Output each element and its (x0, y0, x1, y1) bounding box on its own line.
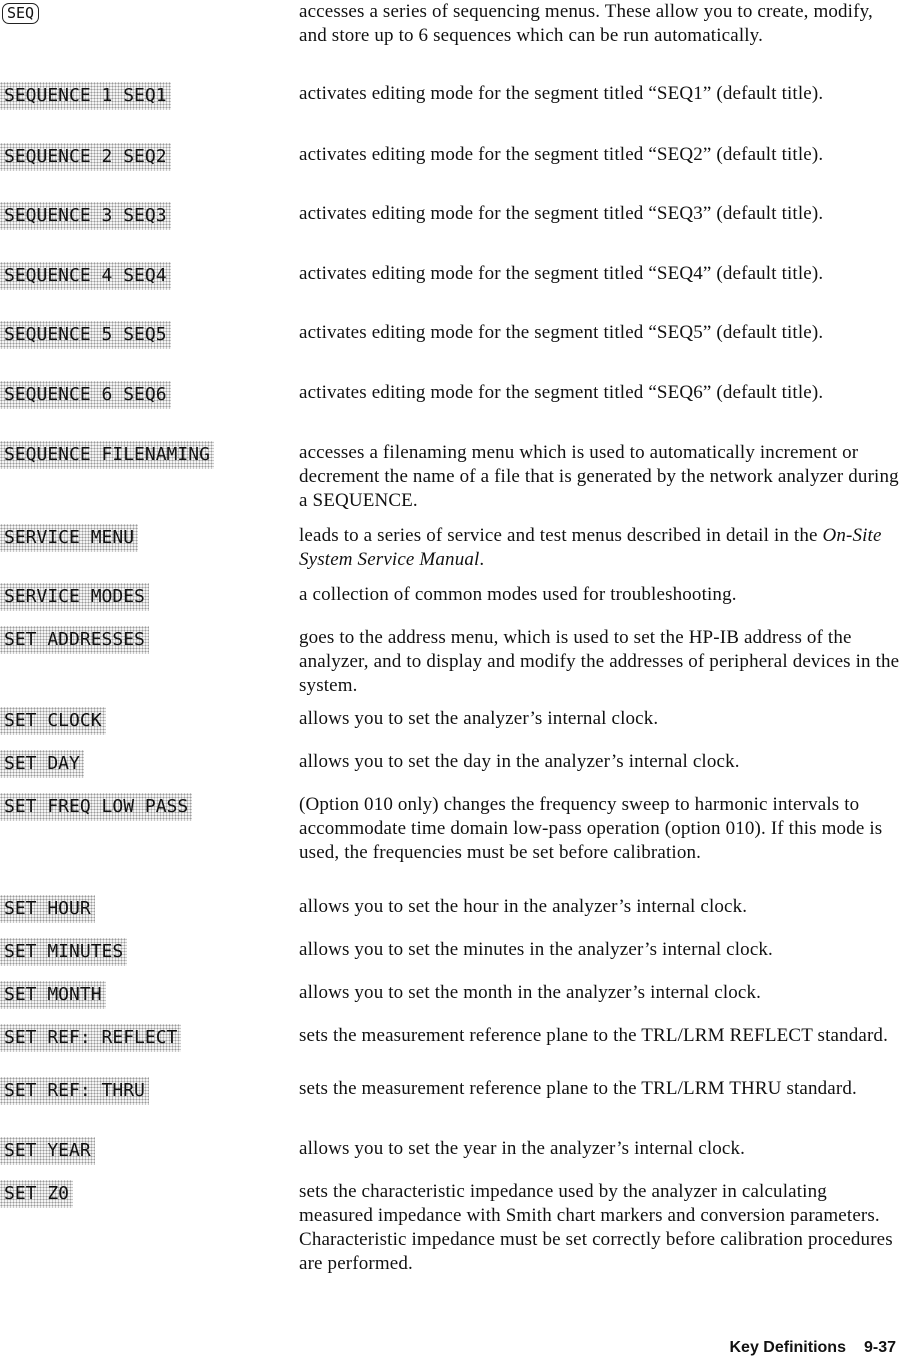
softkey-label: SET CLOCK (0, 707, 106, 735)
softkey-label: SEQUENCE 2 SEQ2 (0, 143, 171, 171)
description-text: allows you to set the minutes in the analyzer’s internal clock. (299, 939, 773, 960)
softkey-label: SEQUENCE FILENAMING (0, 441, 214, 469)
key-description (299, 793, 904, 865)
softkey-label: SET Z0 (0, 1180, 73, 1208)
softkey-label: SEQUENCE 3 SEQ3 (0, 202, 171, 230)
description-text: sets the measurement reference plane to the TRL/LRM REFLECT standard. (299, 1025, 888, 1046)
softkey-label: SET ADDRESSES (0, 626, 149, 654)
description-text: a collection of common modes used for troubleshooting. (299, 584, 737, 605)
key-description (299, 1137, 904, 1161)
description-text: allows you to set the analyzer’s internal clock. (299, 708, 659, 729)
hardkey-label: SEQ (2, 3, 39, 24)
key-description (299, 707, 904, 731)
description-text: goes to the address menu, which is used to set the HP-IB address of the analyzer, and to display and modify the addresses of peripheral devices in the system. (299, 627, 900, 696)
description-text: leads to a series of service and test menus described in detail in the (299, 525, 823, 546)
softkey-label: SET MONTH (0, 981, 106, 1009)
key-description (299, 82, 904, 106)
description-text-end: . (479, 549, 485, 570)
softkey-label: SEQUENCE 5 SEQ5 (0, 321, 171, 349)
key-description (299, 895, 904, 919)
softkey-label: SEQUENCE 4 SEQ4 (0, 262, 171, 290)
footer-section: Key Definitions (729, 1339, 846, 1356)
key-description (299, 143, 904, 167)
key-description (299, 381, 904, 405)
key-description (299, 750, 904, 774)
softkey-label: SET DAY (0, 750, 84, 778)
key-description (299, 1024, 904, 1048)
description-text: allows you to set the year in the analyzer’s internal clock. (299, 1138, 746, 1159)
softkey-label: SET YEAR (0, 1137, 95, 1165)
manual-title: On-Site System Service Manual (299, 525, 882, 570)
description-text: activates editing mode for the segment titled “SEQ4” (default title). (299, 263, 824, 284)
softkey-label: SEQUENCE 1 SEQ1 (0, 82, 171, 110)
softkey-label: SERVICE MODES (0, 583, 149, 611)
key-description (299, 583, 904, 607)
key-description (299, 1180, 904, 1276)
softkey-label: SERVICE MENU (0, 524, 138, 552)
key-description (299, 981, 904, 1005)
softkey-label: SEQUENCE 6 SEQ6 (0, 381, 171, 409)
key-description (299, 626, 904, 698)
softkey-label: SET REF: REFLECT (0, 1024, 181, 1052)
description-text: allows you to set the hour in the analyzer’s internal clock. (299, 896, 748, 917)
softkey-label: SET REF: THRU (0, 1077, 149, 1105)
description-text: activates editing mode for the segment titled “SEQ2” (default title). (299, 144, 824, 165)
description-text: sets the characteristic impedance used by the analyzer in calculating measured impedance with Smith chart markers and conversion parameters. Characteristic impedance must be set correctly before calibration procedures are performed. (299, 1181, 893, 1274)
description-text: activates editing mode for the segment titled “SEQ6” (default title). (299, 382, 824, 403)
key-description (299, 0, 904, 48)
softkey-label: SET HOUR (0, 895, 95, 923)
key-description (299, 202, 904, 226)
softkey-label: SET FREQ LOW PASS (0, 793, 192, 821)
footer-page-number: 9-37 (863, 1339, 896, 1356)
key-description (299, 524, 904, 572)
description-text: sets the measurement reference plane to the TRL/LRM THRU standard. (299, 1078, 857, 1099)
key-description (299, 1077, 904, 1101)
description-text: allows you to set the month in the analyzer’s internal clock. (299, 982, 762, 1003)
key-description (299, 938, 904, 962)
description-text: activates editing mode for the segment titled “SEQ1” (default title). (299, 83, 824, 104)
page-footer (730, 1339, 897, 1357)
key-description (299, 262, 904, 286)
description-text: activates editing mode for the segment titled “SEQ3” (default title). (299, 203, 824, 224)
softkey-label: SET MINUTES (0, 938, 127, 966)
key-description (299, 441, 904, 513)
description-text: activates editing mode for the segment titled “SEQ5” (default title). (299, 322, 824, 343)
description-text: accesses a filenaming menu which is used to automatically increment or decrement the name of a file that is generated by the network analyzer during a SEQUENCE. (299, 442, 899, 511)
key-description (299, 321, 904, 345)
description-text: accesses a series of sequencing menus. These allow you to create, modify, and store up to 6 sequences which can be run automatically. (299, 1, 873, 46)
description-text: allows you to set the day in the analyzer’s internal clock. (299, 751, 740, 772)
description-text: (Option 010 only) changes the frequency sweep to harmonic intervals to accommodate time domain low-pass operation (option 010). If this mode is used, the frequencies must be set before calibration. (299, 794, 883, 863)
